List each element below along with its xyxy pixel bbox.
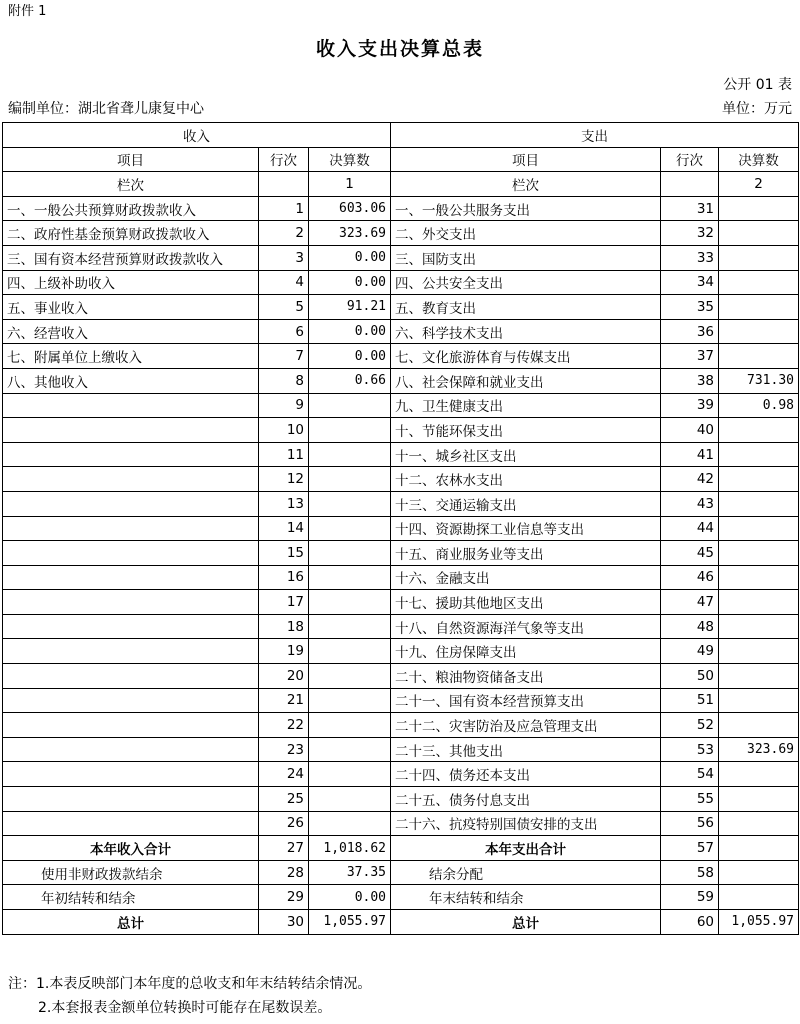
income-item <box>3 491 259 516</box>
table-row <box>3 639 799 664</box>
income-line-no: 15 <box>259 541 309 566</box>
expense-item: 十二、农林水支出 <box>391 467 661 492</box>
expense-item: 二十五、债务付息支出 <box>391 787 661 812</box>
expense-item: 十一、城乡社区支出 <box>391 442 661 467</box>
page-title: 收入支出决算总表 <box>315 38 484 60</box>
expense-line-no: 59 <box>661 885 719 910</box>
income-item <box>3 811 259 836</box>
income-item: 六、经营收入 <box>3 319 259 344</box>
income-section-header: 收入 <box>3 123 391 148</box>
expense-line-no: 32 <box>661 221 719 246</box>
summary-row <box>3 836 799 861</box>
income-summary-label: 使用非财政拨款结余 <box>3 860 259 885</box>
expense-line-no: 60 <box>661 910 719 935</box>
income-item: 七、附属单位上缴收入 <box>3 344 259 369</box>
expense-item: 十七、援助其他地区支出 <box>391 590 661 615</box>
income-amount <box>309 688 391 713</box>
income-line-no: 10 <box>259 418 309 443</box>
table-row <box>3 393 799 418</box>
expense-amount <box>719 295 799 320</box>
income-summary-label: 本年收入合计 <box>3 836 259 861</box>
expense-summary-label: 结余分配 <box>391 860 661 885</box>
expense-amount <box>719 270 799 295</box>
income-line-no: 6 <box>259 319 309 344</box>
income-column-line <box>259 172 309 197</box>
table-row <box>3 467 799 492</box>
expense-item: 十、节能环保支出 <box>391 418 661 443</box>
income-line-no: 9 <box>259 393 309 418</box>
income-line-no: 3 <box>259 245 309 270</box>
expense-line-no: 35 <box>661 295 719 320</box>
expense-line-no: 34 <box>661 270 719 295</box>
expense-line-no: 51 <box>661 688 719 713</box>
table-row <box>3 713 799 738</box>
expense-item: 六、科学技术支出 <box>391 319 661 344</box>
org-name: 编制单位：湖北省聋儿康复中心 <box>8 101 204 117</box>
income-amount <box>309 787 391 812</box>
income-line-no: 24 <box>259 762 309 787</box>
table-row <box>3 295 799 320</box>
expense-item: 十五、商业服务业等支出 <box>391 541 661 566</box>
expense-line-no: 57 <box>661 836 719 861</box>
expense-line-no: 54 <box>661 762 719 787</box>
income-line-no: 19 <box>259 639 309 664</box>
income-item <box>3 541 259 566</box>
income-item: 四、上级补助收入 <box>3 270 259 295</box>
expense-amount <box>719 713 799 738</box>
summary-row <box>3 860 799 885</box>
expense-summary-amount <box>719 836 799 861</box>
income-line-no: 4 <box>259 270 309 295</box>
income-item <box>3 737 259 762</box>
expense-item-header: 项目 <box>391 147 661 172</box>
income-line-no: 20 <box>259 664 309 689</box>
table-row <box>3 614 799 639</box>
footnote-2: 2.本套报表金额单位转换时可能存在尾数误差。 <box>38 1000 332 1016</box>
expense-amount <box>719 467 799 492</box>
expense-amount <box>719 442 799 467</box>
expense-item: 二、外交支出 <box>391 221 661 246</box>
income-line-header: 行次 <box>259 147 309 172</box>
expense-summary-label: 总计 <box>391 910 661 935</box>
expense-amount <box>719 762 799 787</box>
income-line-no: 21 <box>259 688 309 713</box>
expense-line-no: 40 <box>661 418 719 443</box>
income-line-no: 16 <box>259 565 309 590</box>
expense-amount <box>719 590 799 615</box>
income-amount <box>309 811 391 836</box>
expense-section-header: 支出 <box>391 123 799 148</box>
expense-column-line <box>661 172 719 197</box>
expense-amount: 0.98 <box>719 393 799 418</box>
table-row <box>3 344 799 369</box>
expense-amount-header: 决算数 <box>719 147 799 172</box>
table-row <box>3 811 799 836</box>
table-row <box>3 221 799 246</box>
income-line-no: 2 <box>259 221 309 246</box>
expense-amount: 323.69 <box>719 737 799 762</box>
income-item <box>3 639 259 664</box>
income-amount <box>309 541 391 566</box>
income-line-no: 25 <box>259 787 309 812</box>
income-summary-amount: 1,018.62 <box>309 836 391 861</box>
expense-line-no: 46 <box>661 565 719 590</box>
income-line-no: 17 <box>259 590 309 615</box>
income-amount <box>309 516 391 541</box>
income-line-no: 14 <box>259 516 309 541</box>
income-amount <box>309 418 391 443</box>
income-amount <box>309 639 391 664</box>
expense-line-no: 56 <box>661 811 719 836</box>
income-summary-label: 年初结转和结余 <box>3 885 259 910</box>
expense-item: 十三、交通运输支出 <box>391 491 661 516</box>
expense-line-no: 38 <box>661 368 719 393</box>
income-line-no: 13 <box>259 491 309 516</box>
expense-column-number: 2 <box>719 172 799 197</box>
income-item <box>3 664 259 689</box>
expense-item: 二十、粮油物资储备支出 <box>391 664 661 689</box>
attachment-label: 附件 1 <box>8 4 47 19</box>
expense-line-no: 37 <box>661 344 719 369</box>
expense-amount <box>719 639 799 664</box>
expense-item: 七、文化旅游体育与传媒支出 <box>391 344 661 369</box>
table-row <box>3 787 799 812</box>
income-line-no: 1 <box>259 196 309 221</box>
income-amount: 603.06 <box>309 196 391 221</box>
expense-amount <box>719 688 799 713</box>
income-item <box>3 688 259 713</box>
income-line-no: 23 <box>259 737 309 762</box>
income-amount-header: 决算数 <box>309 147 391 172</box>
expense-summary-amount: 1,055.97 <box>719 910 799 935</box>
income-amount: 91.21 <box>309 295 391 320</box>
income-summary-label: 总计 <box>3 910 259 935</box>
income-amount: 323.69 <box>309 221 391 246</box>
column-number-row <box>3 172 799 197</box>
expense-column-label: 栏次 <box>391 172 661 197</box>
income-line-no: 18 <box>259 614 309 639</box>
income-item <box>3 787 259 812</box>
income-line-no: 26 <box>259 811 309 836</box>
expense-amount <box>719 614 799 639</box>
income-amount: 0.00 <box>309 344 391 369</box>
table-row <box>3 762 799 787</box>
income-summary-amount: 0.00 <box>309 885 391 910</box>
table-row <box>3 270 799 295</box>
income-amount <box>309 442 391 467</box>
currency-unit: 单位：万元 <box>722 101 792 117</box>
expense-amount <box>719 319 799 344</box>
expense-amount <box>719 516 799 541</box>
income-item <box>3 590 259 615</box>
income-item: 五、事业收入 <box>3 295 259 320</box>
income-line-no: 29 <box>259 885 309 910</box>
expense-amount <box>719 811 799 836</box>
income-amount: 0.00 <box>309 270 391 295</box>
table-row <box>3 688 799 713</box>
expense-line-no: 41 <box>661 442 719 467</box>
income-amount <box>309 737 391 762</box>
expense-summary-amount <box>719 885 799 910</box>
table-row <box>3 590 799 615</box>
expense-line-no: 42 <box>661 467 719 492</box>
income-amount <box>309 713 391 738</box>
income-line-no: 30 <box>259 910 309 935</box>
income-line-no: 11 <box>259 442 309 467</box>
expense-item: 三、国防支出 <box>391 245 661 270</box>
expense-item: 二十三、其他支出 <box>391 737 661 762</box>
income-item <box>3 467 259 492</box>
expense-line-no: 48 <box>661 614 719 639</box>
expense-item: 九、卫生健康支出 <box>391 393 661 418</box>
section-header-row <box>3 123 799 148</box>
income-item <box>3 614 259 639</box>
table-row <box>3 368 799 393</box>
income-item <box>3 442 259 467</box>
income-line-no: 22 <box>259 713 309 738</box>
income-item <box>3 565 259 590</box>
summary-row <box>3 885 799 910</box>
income-line-no: 5 <box>259 295 309 320</box>
table-row <box>3 442 799 467</box>
income-amount <box>309 467 391 492</box>
expense-amount <box>719 565 799 590</box>
expense-line-no: 50 <box>661 664 719 689</box>
expense-line-no: 49 <box>661 639 719 664</box>
income-item: 一、一般公共预算财政拨款收入 <box>3 196 259 221</box>
expense-summary-label: 本年支出合计 <box>391 836 661 861</box>
table-row <box>3 196 799 221</box>
expense-line-no: 53 <box>661 737 719 762</box>
income-amount <box>309 664 391 689</box>
expense-item: 二十六、抗疫特别国债安排的支出 <box>391 811 661 836</box>
table-row <box>3 664 799 689</box>
income-item: 三、国有资本经营预算财政拨款收入 <box>3 245 259 270</box>
income-summary-amount: 1,055.97 <box>309 910 391 935</box>
summary-row <box>3 910 799 935</box>
column-header-row <box>3 147 799 172</box>
expense-line-no: 47 <box>661 590 719 615</box>
expense-amount <box>719 221 799 246</box>
expense-amount <box>719 491 799 516</box>
income-amount: 0.00 <box>309 245 391 270</box>
expense-item: 十六、金融支出 <box>391 565 661 590</box>
expense-line-header: 行次 <box>661 147 719 172</box>
expense-amount <box>719 344 799 369</box>
expense-amount <box>719 418 799 443</box>
table-row <box>3 737 799 762</box>
income-item-header: 项目 <box>3 147 259 172</box>
footnote-1: 注：1.本表反映部门本年度的总收支和年末结转结余情况。 <box>8 976 372 992</box>
expense-line-no: 31 <box>661 196 719 221</box>
income-line-no: 28 <box>259 860 309 885</box>
income-amount: 0.66 <box>309 368 391 393</box>
expense-line-no: 58 <box>661 860 719 885</box>
income-item <box>3 516 259 541</box>
table-row <box>3 418 799 443</box>
income-amount <box>309 393 391 418</box>
income-line-no: 8 <box>259 368 309 393</box>
income-item <box>3 393 259 418</box>
table-row <box>3 565 799 590</box>
table-row <box>3 516 799 541</box>
income-amount <box>309 762 391 787</box>
expense-item: 五、教育支出 <box>391 295 661 320</box>
expense-item: 二十四、债务还本支出 <box>391 762 661 787</box>
income-item <box>3 418 259 443</box>
expense-item: 十九、住房保障支出 <box>391 639 661 664</box>
income-amount <box>309 491 391 516</box>
income-item <box>3 762 259 787</box>
form-number: 公开 01 表 <box>723 77 792 93</box>
expense-item: 二十一、国有资本经营预算支出 <box>391 688 661 713</box>
expense-item: 二十二、灾害防治及应急管理支出 <box>391 713 661 738</box>
income-item: 八、其他收入 <box>3 368 259 393</box>
expense-item: 十四、资源勘探工业信息等支出 <box>391 516 661 541</box>
income-item <box>3 713 259 738</box>
income-item: 二、政府性基金预算财政拨款收入 <box>3 221 259 246</box>
expense-line-no: 55 <box>661 787 719 812</box>
footnotes <box>8 972 371 1020</box>
expense-line-no: 44 <box>661 516 719 541</box>
income-amount <box>309 590 391 615</box>
income-expense-table <box>2 122 799 935</box>
expense-amount <box>719 196 799 221</box>
income-summary-amount: 37.35 <box>309 860 391 885</box>
expense-amount <box>719 664 799 689</box>
income-line-no: 27 <box>259 836 309 861</box>
table-row <box>3 541 799 566</box>
expense-line-no: 45 <box>661 541 719 566</box>
expense-line-no: 39 <box>661 393 719 418</box>
table-row <box>3 319 799 344</box>
expense-amount <box>719 245 799 270</box>
income-amount <box>309 565 391 590</box>
table-row <box>3 245 799 270</box>
expense-item: 一、一般公共服务支出 <box>391 196 661 221</box>
income-column-label: 栏次 <box>3 172 259 197</box>
expense-item: 四、公共安全支出 <box>391 270 661 295</box>
expense-item: 八、社会保障和就业支出 <box>391 368 661 393</box>
expense-summary-amount <box>719 860 799 885</box>
expense-amount <box>719 787 799 812</box>
expense-amount <box>719 541 799 566</box>
expense-item: 十八、自然资源海洋气象等支出 <box>391 614 661 639</box>
income-line-no: 12 <box>259 467 309 492</box>
expense-line-no: 52 <box>661 713 719 738</box>
income-amount: 0.00 <box>309 319 391 344</box>
expense-line-no: 43 <box>661 491 719 516</box>
income-column-number: 1 <box>309 172 391 197</box>
expense-line-no: 33 <box>661 245 719 270</box>
table-row <box>3 491 799 516</box>
income-amount <box>309 614 391 639</box>
expense-summary-label: 年末结转和结余 <box>391 885 661 910</box>
income-line-no: 7 <box>259 344 309 369</box>
expense-amount: 731.30 <box>719 368 799 393</box>
expense-line-no: 36 <box>661 319 719 344</box>
